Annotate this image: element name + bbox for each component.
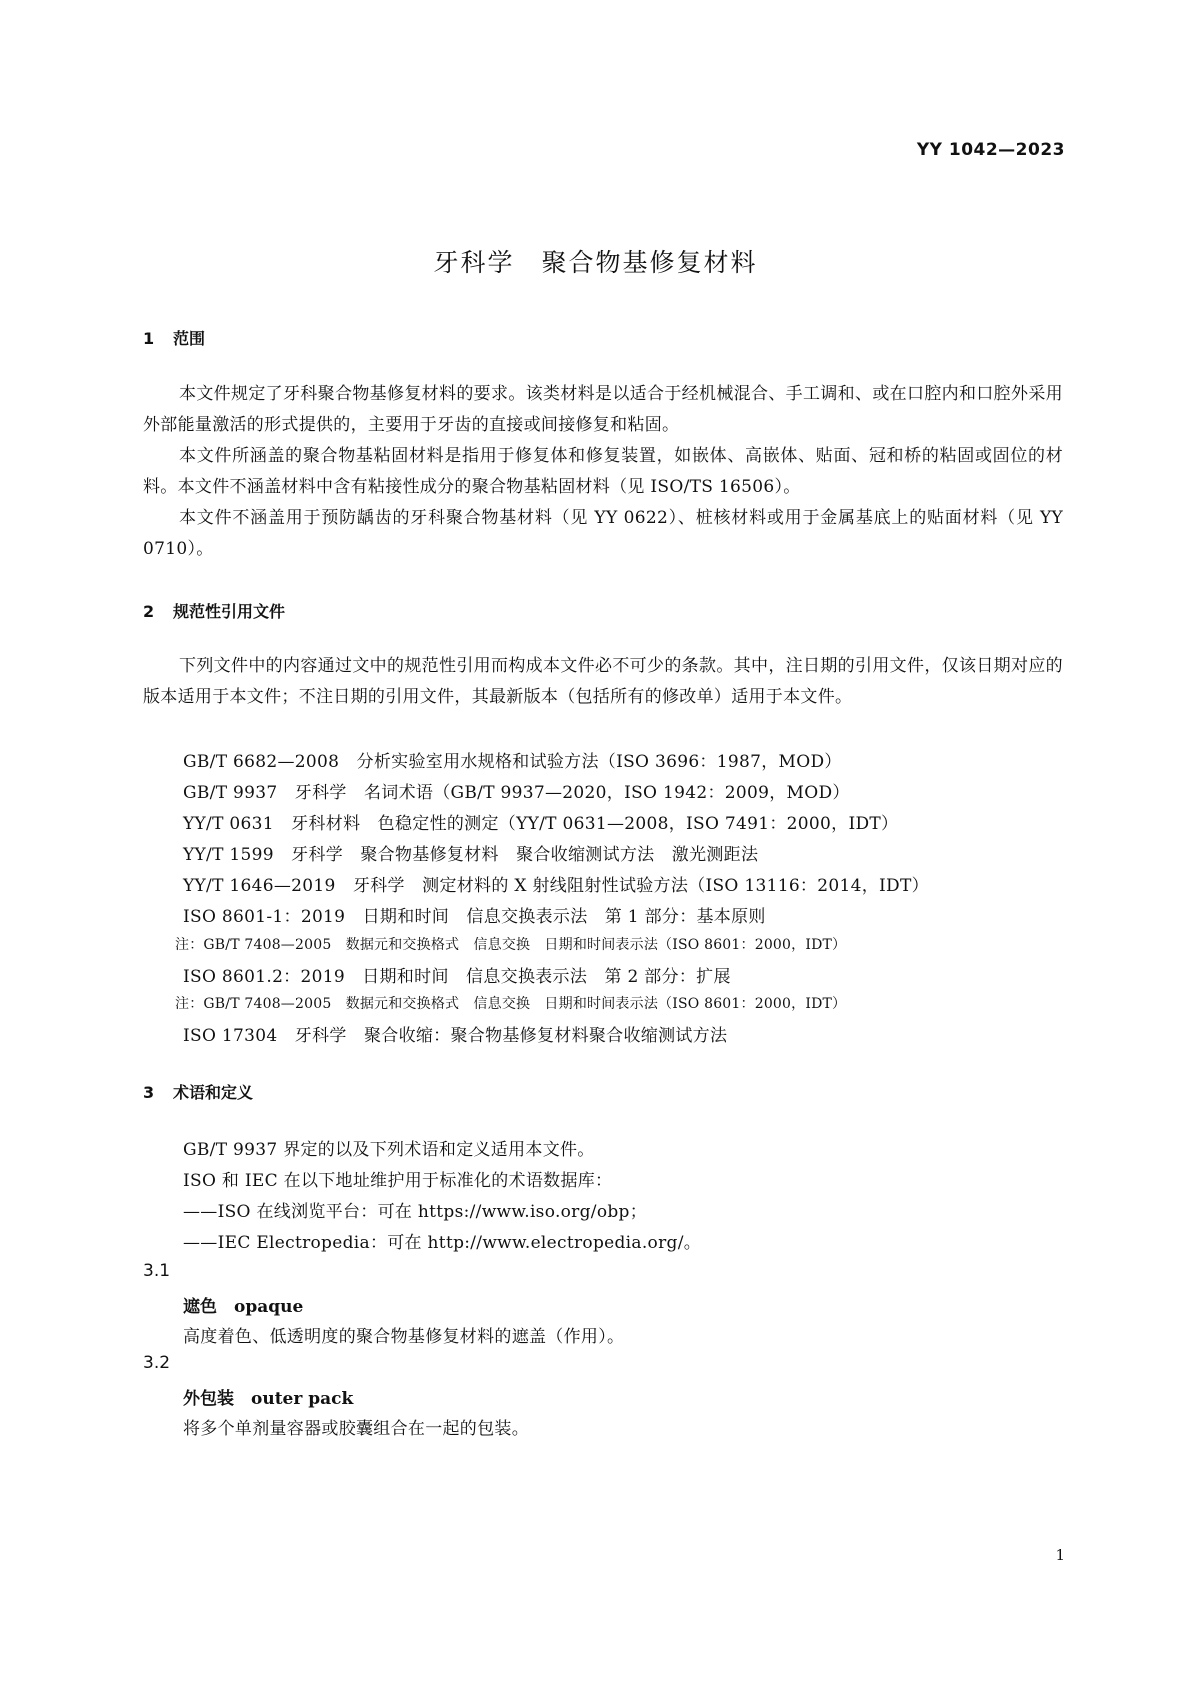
section-1-heading (143, 326, 205, 349)
term-definition: 将多个单剂量容器或胶囊组合在一起的包装。 (183, 1419, 529, 1439)
scope-paragraph: 本文件所涵盖的聚合物基粘固材料是指用于修复体和修复装置，如嵌体、高嵌体、贴面、冠和桥的粘固或固位的材料。本文件不涵盖材料中含有粘接性成分的聚合物基粘固材料（见 ISO/TS 16506）。 (143, 446, 1063, 497)
terms-line: GB/T 9937 界定的以及下列术语和定义适用本文件。 (183, 1140, 595, 1160)
reference-item: YY/T 1646—2019 牙科学 测定材料的 X 射线阻射性试验方法（ISO 13116：2014，IDT） (183, 876, 929, 896)
reference-item: GB/T 9937 牙科学 名词术语（GB/T 9937—2020，ISO 1942：2009，MOD） (183, 783, 850, 803)
section-number: 2 (143, 602, 155, 621)
section-3-heading (143, 1080, 253, 1103)
section-2-heading (143, 599, 285, 622)
reference-item: YY/T 0631 牙科材料 色稳定性的测定（YY/T 0631—2008，ISO 7491：2000，IDT） (183, 814, 899, 834)
scope-paragraph: 本文件不涵盖用于预防龋齿的牙科聚合物基材料（见 YY 0622）、桩核材料或用于金属基底上的贴面材料（见 YY 0710）。 (143, 508, 1063, 559)
document-title: 牙科学 聚合物基修复材料 (433, 248, 758, 277)
term-name: 遮色 opaque (183, 1297, 304, 1317)
reference-item: GB/T 6682—2008 分析实验室用水规格和试验方法（ISO 3696：1987，MOD） (183, 752, 842, 772)
section-title: 范围 (173, 329, 206, 348)
section-number: 3 (143, 1083, 155, 1102)
term-name: 外包装 outer pack (183, 1389, 354, 1409)
terms-line: ISO 和 IEC 在以下地址维护用于标准化的术语数据库： (183, 1171, 613, 1191)
reference-item: YY/T 1599 牙科学 聚合物基修复材料 聚合收缩测试方法 激光测距法 (183, 845, 759, 865)
reference-note: 注：GB/T 7408—2005 数据元和交换格式 信息交换 日期和时间表示法（ISO 8601：2000，IDT） (175, 996, 847, 1012)
reference-item: ISO 17304 牙科学 聚合收缩：聚合物基修复材料聚合收缩测试方法 (183, 1026, 728, 1046)
section-title: 术语和定义 (173, 1083, 254, 1102)
reference-note: 注：GB/T 7408—2005 数据元和交换格式 信息交换 日期和时间表示法（ISO 8601：2000，IDT） (175, 937, 847, 953)
page-number: 1 (1055, 1546, 1065, 1564)
terms-line: ——ISO 在线浏览平台：可在 https://www.iso.org/obp； (183, 1202, 648, 1222)
reference-item: ISO 8601.2：2019 日期和时间 信息交换表示法 第 2 部分：扩展 (183, 967, 731, 987)
reference-item: ISO 8601-1：2019 日期和时间 信息交换表示法 第 1 部分：基本原则 (183, 907, 766, 927)
section-number: 1 (143, 329, 155, 348)
terms-line: ——IEC Electropedia：可在 http://www.electropedia.org/。 (183, 1233, 702, 1253)
section-title: 规范性引用文件 (173, 602, 286, 621)
term-number: 3.2 (143, 1353, 171, 1373)
normative-intro: 下列文件中的内容通过文中的规范性引用而构成本文件必不可少的条款。其中，注日期的引用文件，仅该日期对应的版本适用于本文件；不注日期的引用文件，其最新版本（包括所有的修改单）适用于本文件。 (143, 656, 1063, 707)
document-code: YY 1042—2023 (916, 140, 1065, 160)
scope-paragraph: 本文件规定了牙科聚合物基修复材料的要求。该类材料是以适合于经机械混合、手工调和、或在口腔内和口腔外采用外部能量激活的形式提供的，主要用于牙齿的直接或间接修复和粘固。 (143, 384, 1063, 435)
term-definition: 高度着色、低透明度的聚合物基修复材料的遮盖（作用）。 (183, 1327, 625, 1347)
term-number: 3.1 (143, 1261, 171, 1281)
